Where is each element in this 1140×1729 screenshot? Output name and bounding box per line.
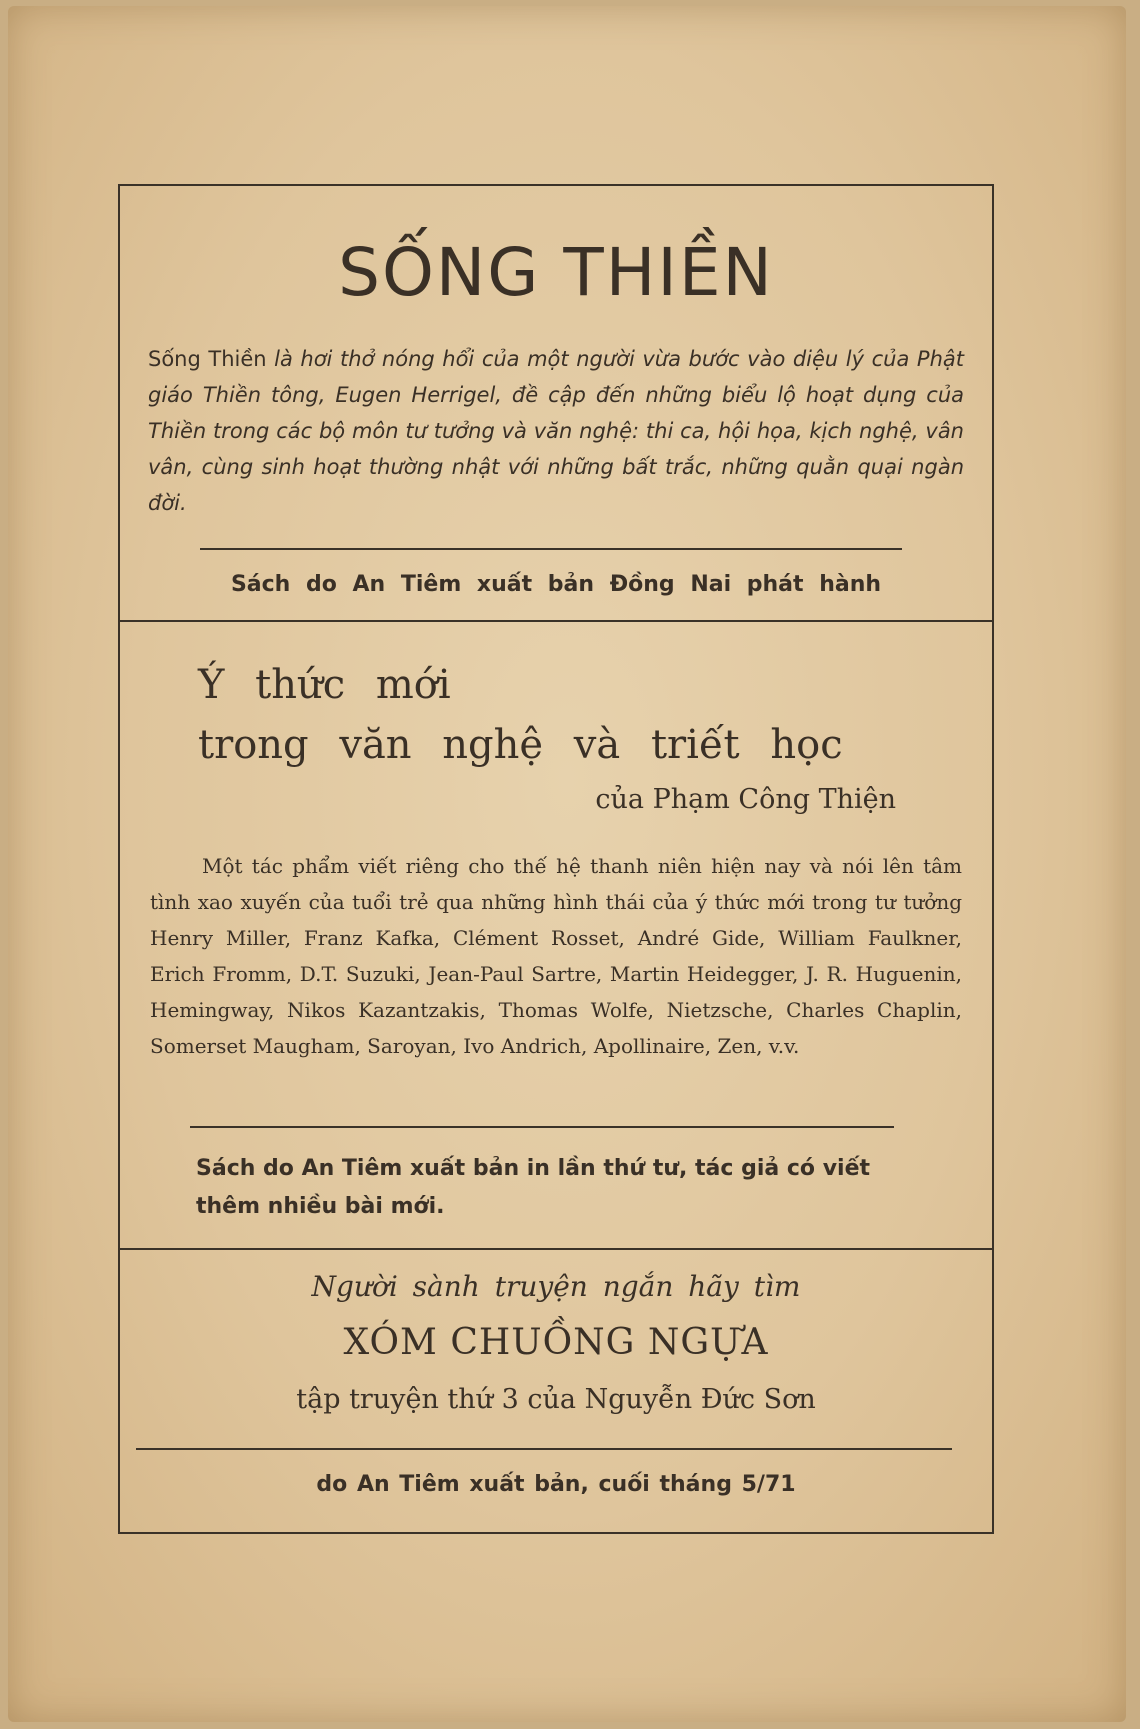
advertisement-frame — [118, 184, 994, 1534]
y-thuc-moi-title-line2: trong văn nghệ và triết học — [198, 722, 843, 768]
xom-chuong-ngua-divider — [136, 1448, 952, 1450]
song-thien-section — [120, 186, 992, 620]
xom-chuong-ngua-section — [120, 1250, 992, 1534]
xom-chuong-ngua-subtitle: tập truyện thứ 3 của Nguyễn Đức Sơn — [296, 1384, 816, 1415]
song-thien-description — [148, 341, 964, 521]
xom-chuong-ngua-intro: Người sành truyện ngắn hãy tìm — [311, 1270, 801, 1303]
y-thuc-moi-divider — [190, 1126, 894, 1128]
song-thien-divider — [200, 548, 902, 550]
y-thuc-moi-title-line1: Ý thức mới — [198, 662, 451, 708]
song-thien-description-body: là hơi thở nóng hổi của một người vừa bước vào diệu lý của Phật giáo Thiền tông, Eugen Herrigel, đề cập đến những biểu lộ hoạt dụng của Thiền trong các bộ môn tư tưởng và văn nghệ: thi ca, hội họa, kịch nghệ, vân vân, cùng sinh hoạt thường nhật với những bất trắc, những quằn quại ngàn đời. — [148, 347, 964, 515]
song-thien-publisher-line: Sách do An Tiêm xuất bản Đồng Nai phát hành — [230, 572, 882, 597]
song-thien-title: SỐNG THIỀN — [338, 234, 774, 311]
y-thuc-moi-description: Một tác phẩm viết riêng cho thế hệ thanh niên hiện nay và nói lên tâm tình xao xuyến của tuổi trẻ qua những hình thái của ý thức mới trong tư tưởng Henry Miller, Franz Kafka, Clément Rosset, André Gide, William Faulkner, Erich Fromm, D.T. Suzuki, Jean-Paul Sartre, Martin Heidegger, J. R. Huguenin, Hemingway, Nikos Kazantzakis, Thomas Wolfe, Nietzsche, Charles Chaplin, Somerset Maugham, Saroyan, Ivo Andrich, Apollinaire, Zen, v.v. — [150, 854, 962, 1058]
book-page — [8, 6, 1126, 1722]
y-thuc-moi-author: của Phạm Công Thiện — [595, 784, 896, 815]
xom-chuong-ngua-publisher-line: do An Tiêm xuất bản, cuối tháng 5/71 — [316, 1472, 796, 1497]
song-thien-description-lead: Sống Thiền — [148, 347, 267, 371]
xom-chuong-ngua-title: XÓM CHUỒNG NGỰA — [343, 1322, 769, 1363]
y-thuc-moi-section — [120, 622, 992, 1248]
y-thuc-moi-publisher-note: Sách do An Tiêm xuất bản in lần thứ tư, tác giả có viết thêm nhiều bài mới. — [196, 1156, 871, 1219]
